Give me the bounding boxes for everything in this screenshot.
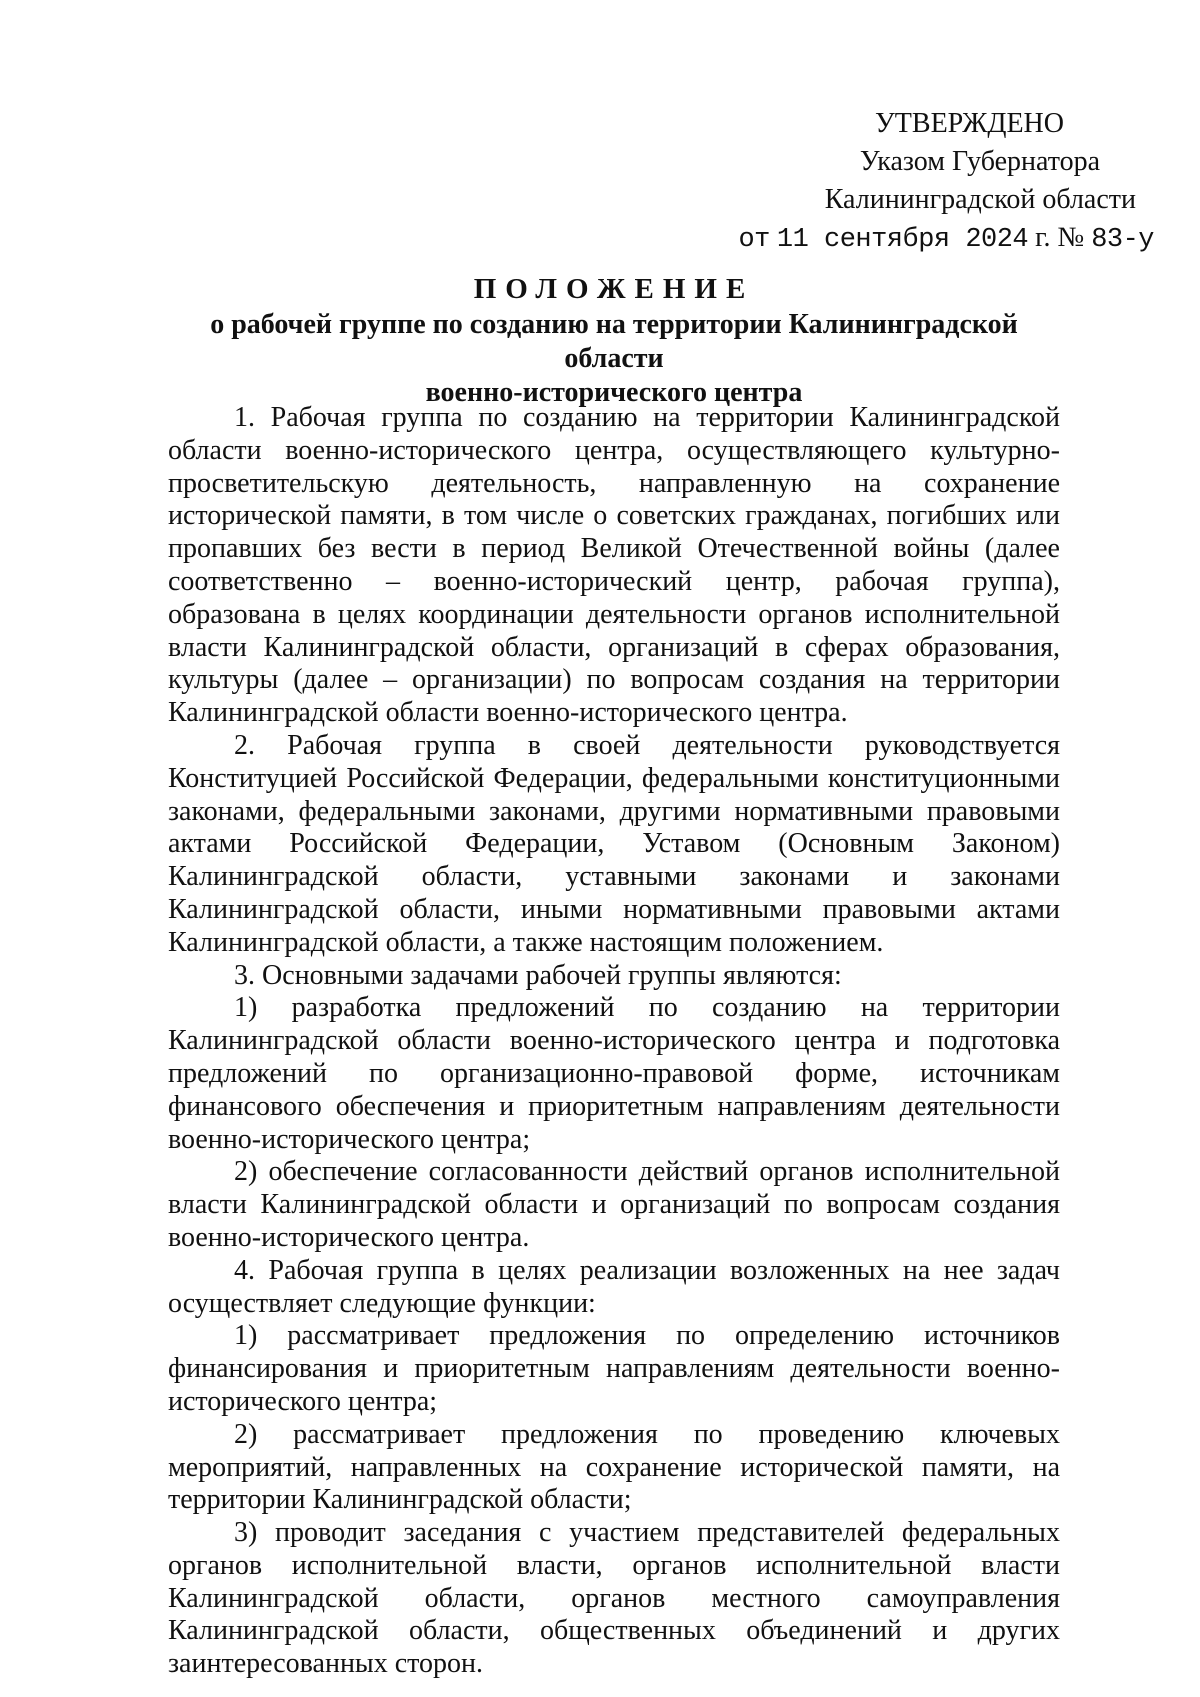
document-subtitle-line-1: о рабочей группе по созданию на территории Калининградской области [210,309,1018,374]
approval-stamp [594,105,1154,259]
paragraph-2: 2. Рабочая группа в своей деятельности руководствуется Конституцией Российской Федерации, федеральными конституционными законами, федеральными законами, другими нормативными правовыми актами Российской Федерации, Уставом (Основным Законом) Калининградской области, уставными законами и законами Калининградской области, иными нормативными правовыми актами Калининградской области, а также настоящим положением. [168,729,1060,958]
paragraph-4-item-1: 1) рассматривает предложения по определению источников финансирования и приоритетным направлениям деятельности военно-исторического центра; [168,1320,1060,1417]
approval-date: 11 сентября 2024 [776,225,1029,255]
document-subtitle-line-2: военно-исторического центра [425,377,803,408]
paragraph-4: 4. Рабочая группа в целях реализации возложенных на нее задач осуществляет следующие функции: [168,1254,1060,1319]
paragraph-4-item-2: 2) рассматривает предложения по проведению ключевых мероприятий, направленных на сохранение исторической памяти, на территории Калининградской области; [168,1418,1060,1516]
approval-number-label: г. № [1035,222,1085,253]
approval-heading: УТВЕРЖДЕНО [874,108,1064,139]
approval-decree: Указом Губернатора [859,146,1100,177]
paragraph-3: 3. Основными задачами рабочей группы являются: [234,959,842,991]
paragraph-1: 1. Рабочая группа по созданию на территории Калининградской области военно-исторического центра, осуществляющего культурно-просветительскую деятельность, направленную на сохранение исторической памяти, в том числе о советских гражданах, погибших или пропавших без вести в период Великой Отечественной войны (далее соответственно – военно-исторический центр, рабочая группа), образована в целях координации деятельности органов исполнительной власти Калининградской области, организаций в сферах образования, культуры (далее – организации) по вопросам создания на территории Калининградской области военно-исторического центра. [168,402,1060,729]
approval-date-line [594,219,1154,259]
document-body [168,402,1060,1681]
approval-number: 83-у [1091,225,1154,255]
paragraph-3-item-2: 2) обеспечение согласованности действий органов исполнительной власти Калининградской области и организаций по вопросам создания военно-исторического центра. [168,1156,1060,1253]
approval-date-prefix: от [738,225,770,255]
paragraph-3-item-1: 1) разработка предложений по созданию на территории Калининградской области военно-исторического центра и подготовка предложений по организационно-правовой форме, источникам финансового обеспечения и приоритетным направлениям деятельности военно-исторического центра; [168,992,1060,1155]
paragraph-4-item-3: 3) проводит заседания с участием представителей федеральных органов исполнительной власти, органов исполнительной власти Калининградской области, органов местного самоуправления Калининградской области, общественных объединений и других заинтересованных сторон. [168,1517,1060,1680]
document-heading [168,270,1060,410]
approval-region: Калининградской области [824,184,1136,215]
document-title: ПОЛОЖЕНИЕ [473,273,755,305]
